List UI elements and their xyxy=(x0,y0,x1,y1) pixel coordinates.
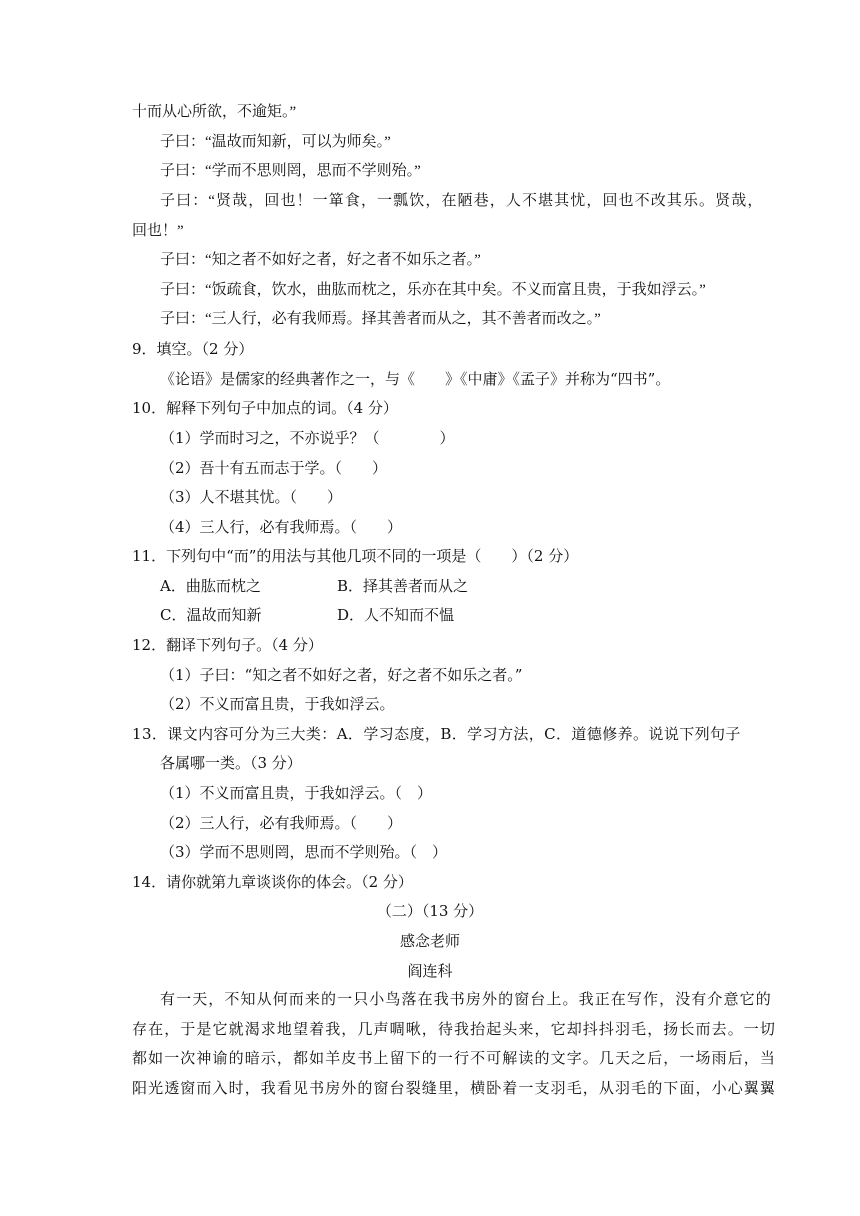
question-13-item: （1）不义而富且贵，于我如浮云。（ ） xyxy=(160,784,433,802)
question-10-item: （3）人不堪其忧。（ ） xyxy=(160,488,343,506)
question-14-title: 14．请你就第九章谈谈你的体会。（2 分） xyxy=(132,873,413,891)
question-13-item: （3）学而不思则罔，思而不学则殆。（ ） xyxy=(160,843,448,861)
passage-line: 十而从心所欲，不逾矩。” xyxy=(132,104,297,120)
passage-line: 子曰：“贤哉，回也！一箪食，一瓢饮，在陋巷，人不堪其忧，回也不改其乐。贤哉， xyxy=(160,193,764,209)
section-heading: （二）（13 分） xyxy=(376,902,484,920)
question-11-title: 11．下列句中“而”的用法与其他几项不同的一项是（ ）（2 分） xyxy=(132,547,579,565)
option-a: A．曲肱而枕之 xyxy=(160,577,261,595)
article-author: 阎连科 xyxy=(407,962,453,980)
article-title: 感念老师 xyxy=(399,932,460,950)
question-9-title: 9．填空。（2 分） xyxy=(132,340,254,358)
question-12-item: （1）子曰：“知之者不如好之者，好之者不如乐之者。” xyxy=(160,666,523,684)
question-10-item: （4）三人行，必有我师焉。（ ） xyxy=(160,518,403,536)
passage-line: 子曰：“三人行，必有我师焉。择其善者而从之，其不善者而改之。” xyxy=(160,311,601,327)
question-9-text: 《论语》是儒家的经典著作之一，与《 》《中庸》《孟子》并称为“四书”。 xyxy=(160,370,671,388)
article-line: 阳光透窗而入时，我看见书房外的窗台裂缝里，横卧着一支羽毛，从羽毛的下面，小心翼翼 xyxy=(132,1081,777,1097)
passage-line: 子曰：“学而不思则罔，思而不学则殆。” xyxy=(160,163,421,179)
article-line: 存在，于是它就渴求地望着我，几声啁啾，待我抬起头来，它却抖抖羽毛，扬长而去。一切 xyxy=(132,1022,777,1038)
question-13-item: （2）三人行，必有我师焉。（ ） xyxy=(160,814,403,832)
article-line: 都如一次神谕的暗示，都如羊皮书上留下的一行不可解读的文字。几天之后，一场雨后，当 xyxy=(132,1051,777,1067)
passage-line: 子曰：“知之者不如好之者，好之者不如乐之者。” xyxy=(160,252,481,268)
question-12-item: （2）不义而富且贵，于我如浮云。 xyxy=(160,695,395,713)
question-13-title: 13．课文内容可分为三大类：A．学习态度，B．学习方法，C．道德修养。说说下列句子 xyxy=(132,725,741,743)
question-10-item: （2）吾十有五而志于学。（ ） xyxy=(160,459,388,477)
passage-line: 子曰：“饭疏食，饮水，曲肱而枕之，乐亦在其中矣。不义而富且贵，于我如浮云。” xyxy=(160,282,706,298)
question-12-title: 12．翻译下列句子。（4 分） xyxy=(132,636,323,654)
option-d: D．人不知而不愠 xyxy=(337,606,455,624)
option-b: B．择其善者而从之 xyxy=(337,577,469,595)
passage-line: 子曰：“温故而知新，可以为师矣。” xyxy=(160,134,391,150)
option-c: C．温故而知新 xyxy=(160,606,262,624)
question-10-title: 10．解释下列句子中加点的词。（4 分） xyxy=(132,399,398,417)
passage-line: 回也！” xyxy=(132,223,184,239)
question-13-title-cont: 各属哪一类。（3 分） xyxy=(160,754,302,772)
article-line: 有一天，不知从何而来的一只小鸟落在我书房外的窗台上。我正在写作，没有介意它的 xyxy=(160,992,772,1008)
question-10-item: （1）学而时习之，不亦说乎？（ ） xyxy=(160,429,455,447)
